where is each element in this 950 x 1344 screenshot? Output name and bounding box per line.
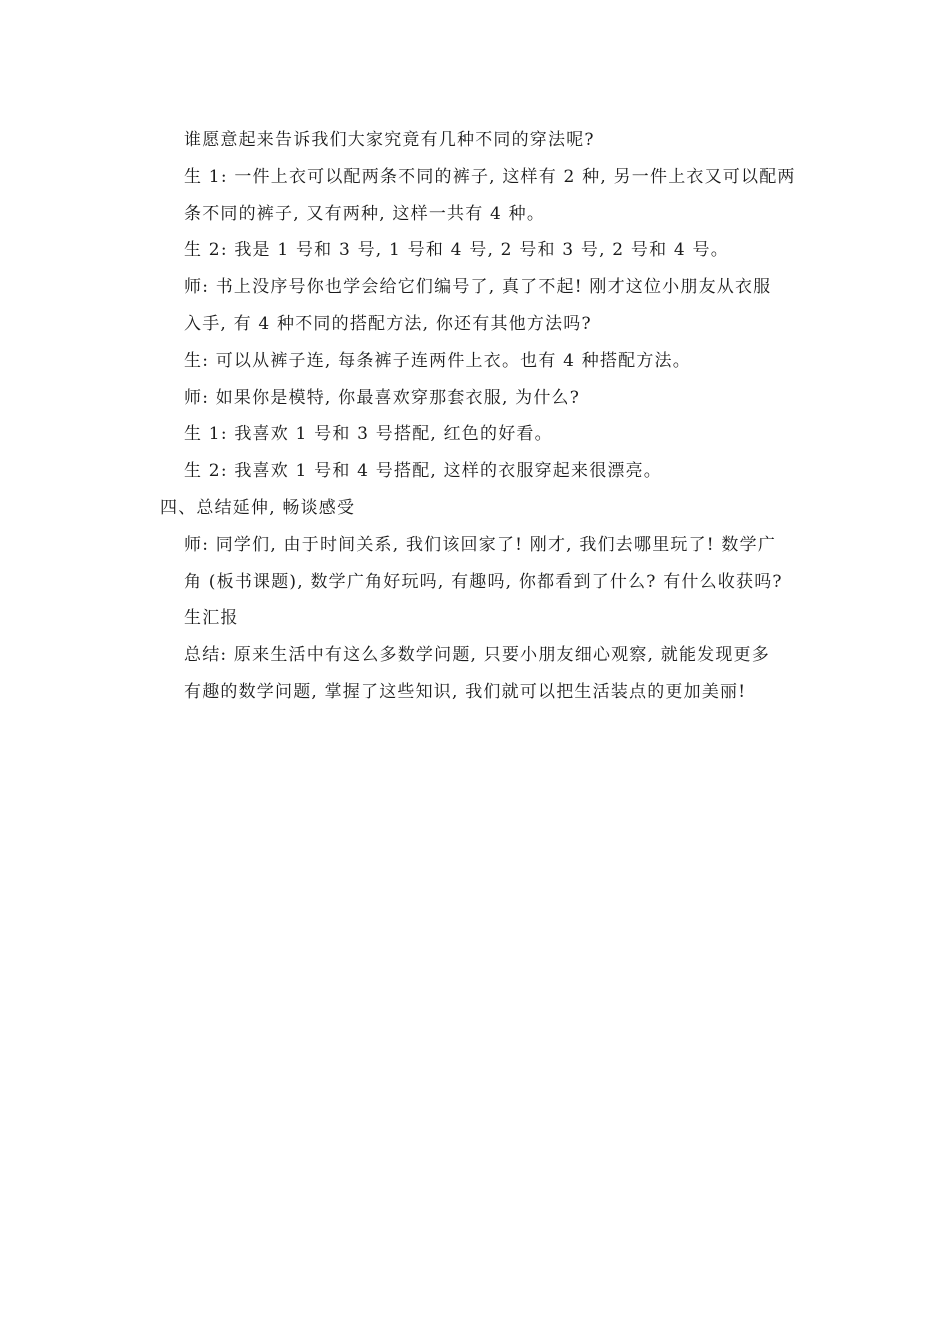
paragraph-line: 角 (板书课题), 数学广角好玩吗, 有趣吗, 你都看到了什么? 有什么收获吗? [184, 571, 783, 592]
paragraph-line: 师: 如果你是模特, 你最喜欢穿那套衣服, 为什么? [184, 387, 581, 408]
paragraph-line: 师: 同学们, 由于时间关系, 我们该回家了! 刚才, 我们去哪里玩了! 数学广 [184, 534, 777, 555]
paragraph-line: 条不同的裤子, 又有两种, 这样一共有 4 种。 [184, 203, 546, 224]
paragraph-line: 生 1: 我喜欢 1 号和 3 号搭配, 红色的好看。 [184, 424, 553, 445]
paragraph-line: 生 1: 一件上衣可以配两条不同的裤子, 这样有 2 种, 另一件上衣又可以配两 [184, 166, 796, 187]
paragraph-line: 师: 书上没序号你也学会给它们编号了, 真了不起! 刚才这位小朋友从衣服 [184, 277, 772, 298]
document-body [160, 122, 840, 711]
paragraph-line: 谁愿意起来告诉我们大家究竟有几种不同的穿法呢? [184, 130, 595, 150]
paragraph-line: 生 2: 我是 1 号和 3 号, 1 号和 4 号, 2 号和 3 号, 2 号和 4 号。 [184, 240, 729, 261]
paragraph-line: 有趣的数学问题, 掌握了这些知识, 我们就可以把生活装点的更加美丽! [184, 681, 747, 702]
paragraph-line: 生: 可以从裤子连, 每条裤子连两件上衣。也有 4 种搭配方法。 [184, 350, 691, 371]
paragraph-line: 生 2: 我喜欢 1 号和 4 号搭配, 这样的衣服穿起来很漂亮。 [184, 461, 663, 482]
section-heading: 四、总结延伸, 畅谈感受 [160, 497, 356, 518]
paragraph-line: 入手, 有 4 种不同的搭配方法, 你还有其他方法吗? [184, 313, 592, 334]
paragraph-line: 生汇报 [184, 608, 239, 629]
paragraph-line: 总结: 原来生活中有这么多数学问题, 只要小朋友细心观察, 就能发现更多 [184, 645, 770, 666]
